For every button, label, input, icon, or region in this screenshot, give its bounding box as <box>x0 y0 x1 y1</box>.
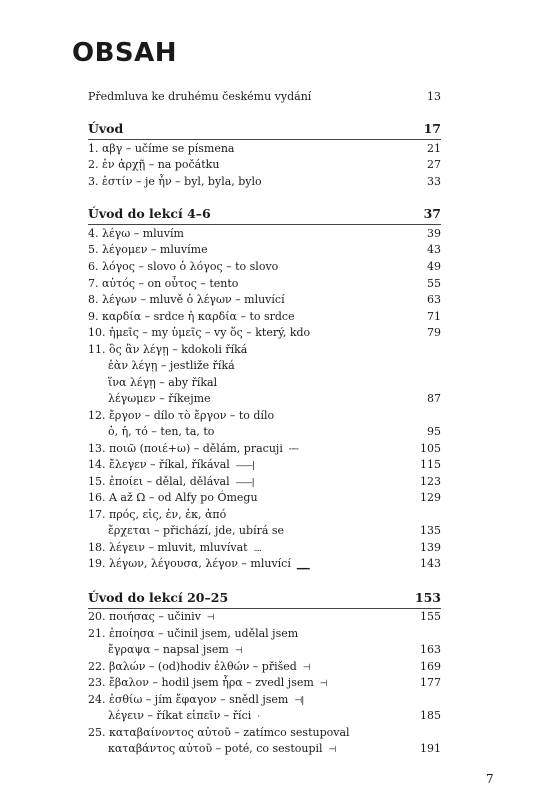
toc-entry-title: 9. καρδία – srdce ἡ καρδία – to srdce <box>88 310 295 323</box>
toc-entry-title: 7. αὐτός – on οὗτος – tento <box>88 277 239 290</box>
toc-entry-title: 5. λέγομεν – mluvíme <box>88 243 208 256</box>
toc-entry-title: 11. ὃς ἂν λέγῃ – kdokoli říká <box>88 343 248 356</box>
toc-entry-page: 55 <box>427 277 441 290</box>
toc-entry-page: 177 <box>420 676 441 689</box>
toc-entry <box>88 157 441 173</box>
toc-entry <box>88 89 441 105</box>
toc-entry-page: 27 <box>427 158 441 171</box>
toc-entry-title: 1. αβγ – učíme se písmena <box>88 142 235 155</box>
toc-entry <box>88 692 441 708</box>
toc-entry <box>88 309 441 325</box>
toc-entry <box>88 659 441 675</box>
toc-entry <box>88 408 441 424</box>
toc-entry-page: 49 <box>427 260 441 273</box>
toc-entry <box>88 474 441 490</box>
toc-entry <box>88 141 441 157</box>
toc-entry-title: 4. λέγω – mluvím <box>88 227 184 240</box>
toc-entry <box>88 292 441 308</box>
aorist-infinitive-marker-icon: · <box>257 712 260 722</box>
toc-entry <box>88 556 441 572</box>
toc-entry-title: Předmluva ke druhému českému vydání <box>88 90 312 103</box>
toc-entry <box>88 675 441 691</box>
toc-entry <box>88 609 441 625</box>
imperfect-marker-icon: ——| <box>235 478 254 488</box>
toc-entry <box>88 259 441 275</box>
paradigm-marker-icon: ╌╌ <box>288 445 298 455</box>
toc-entry-page: 139 <box>420 541 441 554</box>
toc-section-title: Úvod do lekcí 20–25 <box>88 590 229 605</box>
toc-entry-title: 8. λέγων – mluvě ὁ λέγων – mluvící <box>88 293 285 306</box>
toc-entry <box>88 276 441 292</box>
toc-entry <box>88 441 441 457</box>
aorist-marker-icon: ⊣ <box>302 663 310 673</box>
toc-entry-continuation <box>88 642 441 658</box>
toc-section-page: 37 <box>423 206 441 221</box>
toc-entry-page: 33 <box>427 175 441 188</box>
toc-entry-page: 87 <box>427 392 441 405</box>
toc-section-page: 153 <box>414 590 441 605</box>
toc-entry <box>88 457 441 473</box>
toc-section-heading <box>88 206 441 222</box>
toc-entry-page: 43 <box>427 243 441 256</box>
toc-entry-title: 2. ἐν ἀρχῇ – na počátku <box>88 158 220 171</box>
toc-entry-page: 129 <box>420 491 441 504</box>
toc-section-title: Úvod <box>88 121 124 136</box>
toc-entry-title: 6. λόγος – slovo ὁ λόγος – to slovo <box>88 260 279 273</box>
toc-entry-title: 20. ποιήσας – učiniv <box>88 610 201 623</box>
toc-entry-page: 13 <box>427 90 441 103</box>
toc-entry-title: 23. ἔβαλον – hodil jsem ἦρα – zvedl jsem <box>88 676 314 689</box>
section-divider <box>88 139 441 140</box>
toc-entry-title: 24. ἐσθίω – jím ἔφαγον – snědl jsem <box>88 693 289 706</box>
imperfect-marker-icon: ——| <box>235 461 254 471</box>
toc-entry-title: ἵνα λέγῃ – aby říkal <box>108 376 218 389</box>
toc-entry <box>88 725 441 741</box>
toc-entry-page: 155 <box>420 610 441 623</box>
toc-entry <box>88 174 441 190</box>
toc-entry-page: 21 <box>427 142 441 155</box>
toc-entry-title: καταβάντος αὐτοῦ – poté, co sestoupil <box>108 742 323 755</box>
toc-entry-page: 105 <box>420 442 441 455</box>
toc-entry-continuation <box>88 708 441 724</box>
toc-entry <box>88 342 441 358</box>
toc-entry-page: 123 <box>420 475 441 488</box>
toc-entry-page: 95 <box>427 425 441 438</box>
toc-entry-title: λέγειν – říkat εἰπεῖν – říci <box>108 709 252 722</box>
toc-entry-continuation <box>88 391 441 407</box>
toc-entry-page: 79 <box>427 326 441 339</box>
toc-entry-title: 12. ἔργον – dílo τὸ ἔργον – to dílo <box>88 409 275 422</box>
toc-entry-continuation <box>88 424 441 440</box>
toc-entry-title: ἔγραψα – napsal jsem <box>108 643 229 656</box>
toc-entry-continuation <box>88 358 441 374</box>
toc-entry-page: 71 <box>427 310 441 323</box>
aorist-marker-icon: ⊣ <box>234 646 242 656</box>
participle-marker-icon: ▁▁ <box>296 560 309 570</box>
toc-entry <box>88 626 441 642</box>
toc-entry <box>88 540 441 556</box>
toc-entry-title: 3. ἐστίν – je ἦν – byl, byla, bylo <box>88 175 262 188</box>
toc-section-heading <box>88 590 441 606</box>
toc-entry-page: 63 <box>427 293 441 306</box>
aorist-marker-icon: ⊣| <box>294 696 304 706</box>
toc-entry-title: 13. ποιῶ (ποιέ+ω) – dělám, pracuji <box>88 442 283 455</box>
toc-entry-title: 10. ἡμεῖς – my ὑμεῖς – vy ὅς – který, kdo <box>88 326 311 339</box>
toc-entry-page: 39 <box>427 227 441 240</box>
toc-entry <box>88 226 441 242</box>
toc-entry-continuation <box>88 741 441 757</box>
toc-entry-title: ἔρχεται – přichází, jde, ubírá se <box>108 524 285 537</box>
toc-entry-continuation <box>88 523 441 539</box>
toc-entry-continuation <box>88 375 441 391</box>
toc-entry-page: 169 <box>420 660 441 673</box>
aorist-marker-icon: ⊣ <box>206 613 214 623</box>
toc-entry-title: 14. ἔλεγεν – říkal, říkával <box>88 458 230 471</box>
toc-entry-page: 115 <box>420 458 441 471</box>
infinitive-marker-icon: .... <box>253 544 262 554</box>
toc-entry-page: 191 <box>420 742 441 755</box>
toc-entry-title: 21. ἐποίησα – učinil jsem, udělal jsem <box>88 627 299 640</box>
toc-entry-page: 143 <box>420 557 441 570</box>
toc-entry-page: 185 <box>420 709 441 722</box>
toc-entry-title: 17. πρός, εἰς, ἐν, ἐκ, ἀπό <box>88 508 227 521</box>
toc-entry-title: 22. βαλών – (od)hodiv ἐλθών – přišed <box>88 660 297 673</box>
page-title: OBSAH <box>72 38 178 68</box>
toc-entry <box>88 490 441 506</box>
page-number: 7 <box>486 772 494 786</box>
toc-section-title: Úvod do lekcí 4–6 <box>88 206 211 221</box>
toc-entry-title: ἐὰν λέγῃ – jestliže říká <box>108 359 235 372</box>
toc-entry-title: 25. καταβαίνοντος αὐτοῦ – zatímco sestupoval <box>88 726 350 739</box>
toc-section-page: 17 <box>423 121 441 136</box>
toc-entry-page: 135 <box>420 524 441 537</box>
aorist-marker-icon: ⊣ <box>328 745 336 755</box>
aorist-marker-icon: ⊣ <box>319 679 327 689</box>
toc-entry-title: 16. A až Ω – od Alfy po Ómegu <box>88 491 258 504</box>
toc-entry-title: 15. ἐποίει – dělal, dělával <box>88 475 230 488</box>
toc-entry <box>88 507 441 523</box>
toc-entry-title: λέγωμεν – říkejme <box>108 392 211 405</box>
toc-entry <box>88 242 441 258</box>
toc-entry <box>88 325 441 341</box>
toc-entry-title: 18. λέγειν – mluvit, mluvívat <box>88 541 248 554</box>
toc-entry-title: ὁ, ἡ, τό – ten, ta, to <box>108 425 215 438</box>
section-divider <box>88 224 441 225</box>
toc-entry-title: 19. λέγων, λέγουσα, λέγον – mluvící <box>88 557 291 570</box>
toc-section-heading <box>88 121 441 137</box>
toc-entry-page: 163 <box>420 643 441 656</box>
